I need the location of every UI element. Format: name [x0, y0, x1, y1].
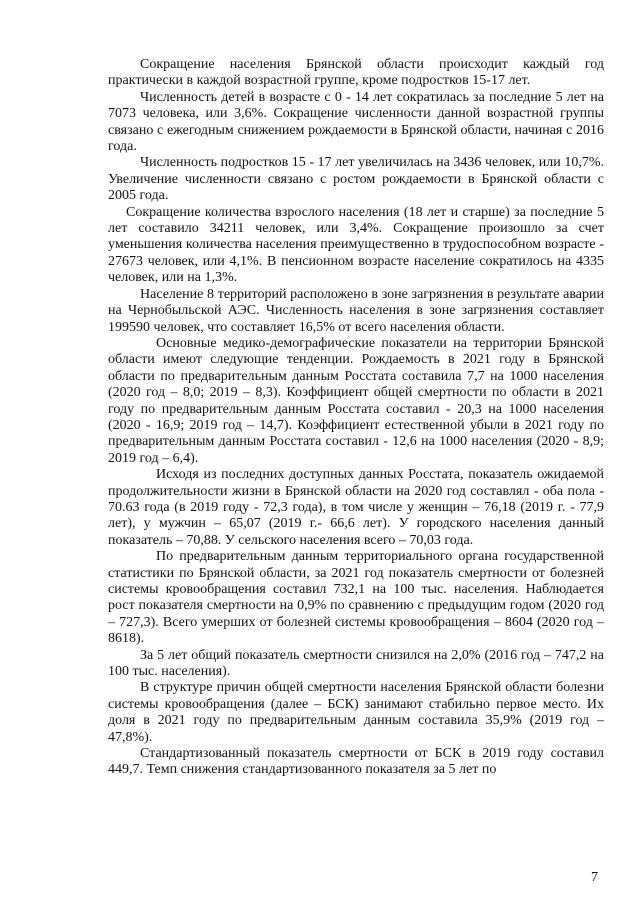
paragraph-population-decline: Сокращение населения Брянской области происходит каждый год практически в каждой возрастной группе, кроме подростков 15-17 лет.: [108, 57, 604, 89]
paragraph-standardized-rate: Стандартизованный показатель смертности от БСК в 2019 году составил 449,7. Темп снижения стандартизованного показателя за 5 лет по: [108, 746, 604, 778]
document-body: [108, 57, 604, 779]
paragraph-adult-population: Сокращение количества взрослого населения (18 лет и старше) за последние 5 лет составило 34211 человек, или 3,4%. Сокращение произошло за счет уменьшения количества населения преимущественно в трудоспособном возрасте - 27673 человек, или 4,1%. В пенсионном возрасте население сократилось на 4335 человек, или на 1,3%.: [108, 204, 604, 286]
page-number: 7: [591, 870, 598, 885]
paragraph-circulatory-mortality: По предварительным данным территориального органа государственной статистики по Брянской области, за 2021 год показатель смертности от болезней системы кровообращения составил 732,1 на 100 тыс. населения. Наблюдается рост показателя смертности на 0,9% по сравнению с предыдущим годом (2020 год – 727,3). Всего умерших от болезней системы кровообращения – 8604 (2020 год – 8618).: [108, 549, 604, 647]
paragraph-contamination-zone: Население 8 территорий расположено в зоне загрязнения в результате аварии на Чернобыльской АЭС. Численность населения в зоне загрязнения составляет 199590 человек, что составляет 16,5% от всего населения области.: [108, 286, 604, 335]
paragraph-teenagers-count: Численность подростков 15 - 17 лет увеличилась на 3436 человек, или 10,7%. Увеличение численности связано с ростом рождаемости в Брянской области с 2005 года.: [108, 155, 604, 204]
paragraph-demographic-indicators: Основные медико-демографические показатели на территории Брянской области имеют следующие тенденции. Рождаемость в 2021 году в Брянской области по предварительным данным Росстата составила 7,7 на 1000 населения (2020 год – 8,0; 2019 – 8,3). Коэффициент общей смертности по области в 2021 году по предварительным данным Росстата составил - 20,3 на 1000 населения (2020 - 16,9; 2019 год – 14,7). Коэффициент естественной убыли в 2021 году по предварительным данным Росстата составил - 12,6 на 1000 населения (2020 - 8,9; 2019 год – 6,4).: [108, 335, 604, 466]
paragraph-mortality-structure: В структуре причин общей смертности населения Брянской области болезни системы кровообращения (далее – БСК) занимают стабильно первое место. Их доля в 2021 году по предварительным данным составила 35,9% (2019 год – 47,8%).: [108, 680, 604, 745]
paragraph-children-count: Численность детей в возрасте с 0 - 14 лет сократилась за последние 5 лет на 7073 человека, или 3,6%. Сокращение численности данной возрастной группы связано с ежегодным снижением рождаемости в Брянской области, начиная с 2016 года.: [108, 89, 604, 155]
paragraph-five-year-mortality: За 5 лет общий показатель смертности снизился на 2,0% (2016 год – 747,2 на 100 тыс. населения).: [108, 647, 604, 680]
paragraph-life-expectancy: Исходя из последних доступных данных Росстата, показатель ожидаемой продолжительности жизни в Брянской области на 2020 год составлял - оба пола - 70.63 года (в 2019 году - 72,3 года), в том числе у женщин – 76,18 (2019 г. - 77,9 лет), у мужчин – 65,07 (2019 г.- 66,6 лет). У городского населения данный показатель – 70,88. У сельского населения всего – 70,03 года.: [108, 467, 604, 548]
